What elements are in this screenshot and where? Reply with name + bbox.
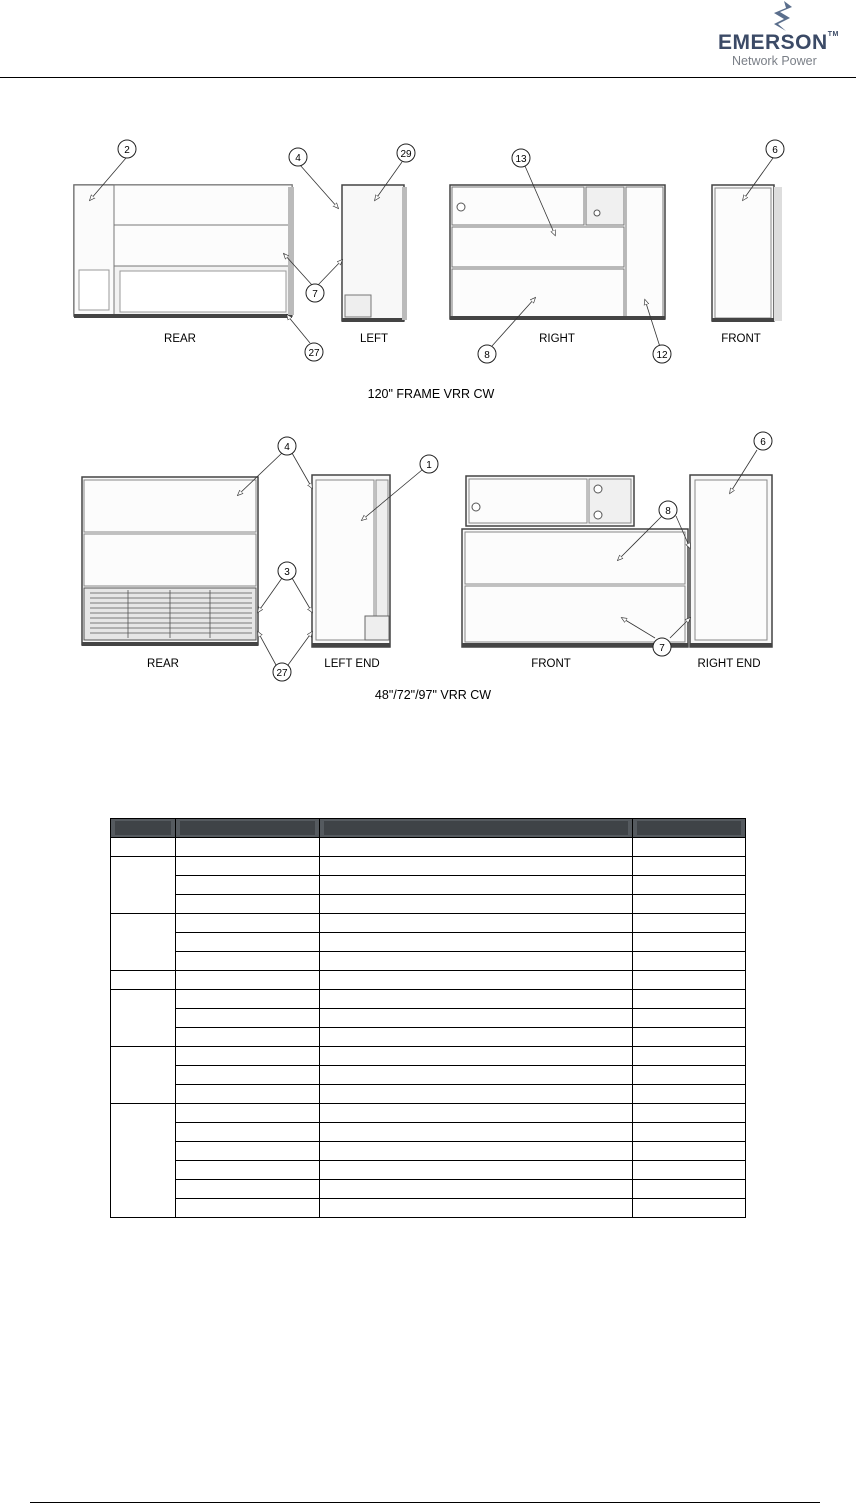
table-row xyxy=(111,1123,746,1142)
callout-label: 3 xyxy=(284,567,290,578)
table-row xyxy=(111,1161,746,1180)
view-label: REAR xyxy=(164,333,196,345)
bottom-left-end-view xyxy=(312,475,390,647)
top-right-view xyxy=(450,185,665,320)
brand-subtitle: Network Power xyxy=(732,54,817,68)
table-row xyxy=(111,1085,746,1104)
callout-label: 6 xyxy=(760,437,766,448)
table-row xyxy=(111,971,746,990)
callout-label: 7 xyxy=(659,643,665,654)
table-header-cell xyxy=(176,819,320,838)
callout-label: 4 xyxy=(284,442,290,453)
view-label: REAR xyxy=(147,658,179,670)
top-left-view xyxy=(342,185,407,322)
brand-name: EMERSON™ xyxy=(718,31,839,54)
table-row xyxy=(111,1028,746,1047)
top-rear-view xyxy=(74,185,294,318)
bottom-front-view xyxy=(462,476,688,647)
callout-label: 8 xyxy=(665,506,671,517)
view-label: FRONT xyxy=(721,333,761,345)
unit-diagrams xyxy=(0,0,856,720)
bottom-rear-view xyxy=(82,477,258,646)
table-row xyxy=(111,857,746,876)
table-row xyxy=(111,876,746,895)
view-label: RIGHT END xyxy=(697,658,761,670)
bottom-view-labels xyxy=(147,658,761,670)
callout-label: 7 xyxy=(312,289,318,300)
table-row xyxy=(111,838,746,857)
table-row xyxy=(111,1142,746,1161)
callout-label: 1 xyxy=(426,460,432,471)
view-label: RIGHT xyxy=(539,333,575,345)
callout-label: 27 xyxy=(276,668,288,679)
view-label: LEFT xyxy=(359,333,389,345)
bottom-figure-caption: 48"/72"/97" VRR CW xyxy=(374,688,492,702)
table-row xyxy=(111,895,746,914)
table-body xyxy=(111,838,746,1218)
table-row xyxy=(111,1009,746,1028)
bottom-right-end-view xyxy=(690,475,772,647)
top-figure-caption: 120" FRAME VRR CW xyxy=(367,387,495,401)
table-header-row xyxy=(111,819,746,838)
table-header-cell xyxy=(633,819,746,838)
top-view-labels xyxy=(164,333,761,345)
parts-table xyxy=(110,818,746,1218)
table-row xyxy=(111,1047,746,1066)
table-row xyxy=(111,990,746,1009)
callout-label: 2 xyxy=(124,145,130,156)
callout-label: 8 xyxy=(484,350,490,361)
footer-divider xyxy=(30,1502,820,1503)
callout-label: 12 xyxy=(656,350,668,361)
top-front-view xyxy=(712,185,782,322)
callout-label: 13 xyxy=(515,154,527,165)
table-row xyxy=(111,1199,746,1218)
callout-label: 27 xyxy=(308,348,320,359)
table-header-cell xyxy=(111,819,176,838)
table-row xyxy=(111,1180,746,1199)
callout-label: 4 xyxy=(295,153,301,164)
callout-label: 29 xyxy=(400,149,412,160)
callout-label: 6 xyxy=(772,145,778,156)
view-label: FRONT xyxy=(531,658,571,670)
table-row xyxy=(111,952,746,971)
table-row xyxy=(111,1104,746,1123)
table-row xyxy=(111,933,746,952)
table-header-cell xyxy=(320,819,633,838)
table-row xyxy=(111,1066,746,1085)
view-label: LEFT END xyxy=(324,658,380,670)
table-row xyxy=(111,914,746,933)
